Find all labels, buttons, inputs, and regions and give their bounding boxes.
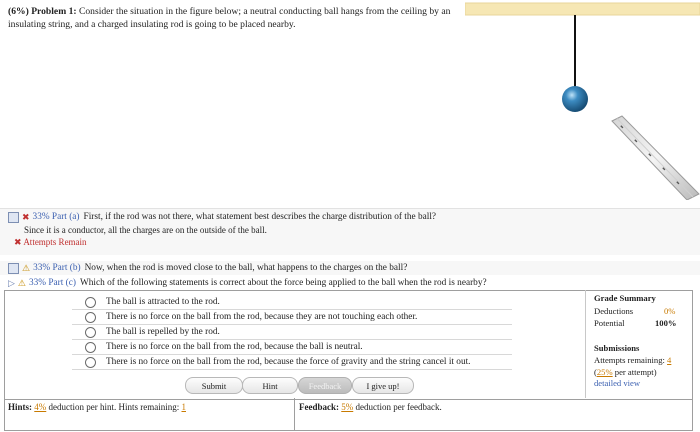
hint-button[interactable]: Hint [242, 377, 298, 394]
feedback-text: deduction per feedback. [355, 402, 442, 412]
potential-label: Potential [594, 318, 625, 328]
warning-icon: ⚠ [22, 262, 31, 273]
option-text: There is no force on the ball from the rod, because they are not touching each other. [106, 312, 418, 322]
part-c-label: 33% Part (c) [29, 278, 76, 288]
feedback-info [299, 402, 442, 412]
per-attempt [594, 367, 657, 377]
feedback-deduction: 5% [341, 402, 354, 412]
warning-icon: ⚠ [17, 277, 26, 288]
answer-option[interactable] [72, 325, 512, 340]
problem-text: Consider the situation in the figure below; a neutral conducting ball hangs from the ceiling by an insulating string, and a charged insulating rod is going to be placed nearby. [8, 6, 451, 30]
hints-info [8, 402, 186, 412]
deductions-value: 0% [664, 306, 676, 316]
per-attempt-label: per attempt) [614, 367, 657, 377]
x-icon: ✖ [14, 237, 22, 247]
part-a-question: First, if the rod was not there, what statement best describes the charge distribution of the ball? [83, 212, 437, 222]
grade-summary-title: Grade Summary [594, 293, 656, 303]
part-a-status-text: Attempts Remain [23, 237, 87, 247]
problem-weight: (6%) [8, 6, 29, 17]
attempts-label: Attempts remaining: [594, 355, 665, 365]
conducting-ball [562, 86, 588, 112]
part-a-label: 33% Part (a) [32, 212, 80, 222]
attempts-remaining [594, 355, 671, 365]
panel-divider [585, 290, 586, 398]
hints-label: Hints: [8, 402, 33, 412]
radio-button[interactable] [85, 342, 96, 353]
submit-button[interactable]: Submit [185, 377, 243, 394]
option-text: The ball is repelled by the rod. [106, 327, 220, 337]
problem-figure [465, 0, 700, 200]
radio-button[interactable] [85, 327, 96, 338]
per-attempt-value: 25% [596, 367, 613, 377]
part-b-row[interactable] [0, 261, 700, 275]
part-b-question: Now, when the rod is moved close to the ball, what happens to the charges on the ball? [84, 263, 408, 273]
part-b-checkbox[interactable] [8, 263, 19, 274]
hints-remaining: 1 [181, 402, 186, 412]
part-a-answer: Since it is a conductor, all the charges are on the outside of the ball. [24, 225, 267, 235]
potential-value: 100% [655, 318, 677, 328]
charged-rod [612, 116, 699, 200]
attempts-value: 4 [667, 355, 672, 365]
answer-option[interactable] [72, 310, 512, 325]
part-c-question: Which of the following statements is correct about the force being applied to the ball when the rod is nearby? [79, 278, 487, 288]
hints-text: deduction per hint. Hints remaining: [48, 402, 180, 412]
radio-button[interactable] [85, 312, 96, 323]
hints-deduction: 4% [34, 402, 47, 412]
part-a-row[interactable] [0, 210, 700, 224]
ceiling [465, 3, 700, 15]
answer-options [72, 295, 512, 370]
expand-arrow-icon[interactable]: ▷ [8, 277, 15, 288]
give-up-button[interactable]: I give up! [352, 377, 414, 394]
answer-option[interactable] [72, 355, 512, 370]
problem-label: Problem 1: [31, 6, 77, 17]
deductions-label: Deductions [594, 306, 634, 316]
option-text: There is no force on the ball from the rod, because the force of gravity and the string cancel it out. [106, 357, 471, 367]
part-c-row[interactable] [0, 276, 700, 290]
option-text: The ball is attracted to the rod. [106, 297, 220, 307]
answer-option[interactable] [72, 340, 512, 355]
detailed-view-link[interactable]: detailed view [594, 378, 641, 388]
part-b-label: 33% Part (b) [33, 263, 81, 273]
radio-button[interactable] [85, 357, 96, 368]
problem-statement [8, 5, 460, 31]
feedback-label: Feedback: [299, 402, 339, 412]
option-text: There is no force on the ball from the rod, because the ball is neutral. [106, 342, 363, 352]
per-attempt-open: ( [594, 367, 597, 377]
feedback-button[interactable]: Feedback [298, 377, 352, 394]
incorrect-icon: ✖ [22, 211, 30, 222]
part-a-checkbox[interactable] [8, 212, 19, 223]
part-a-status [14, 237, 87, 248]
radio-button[interactable] [85, 297, 96, 308]
submissions-title: Submissions [594, 343, 640, 353]
answer-option[interactable] [72, 295, 512, 310]
